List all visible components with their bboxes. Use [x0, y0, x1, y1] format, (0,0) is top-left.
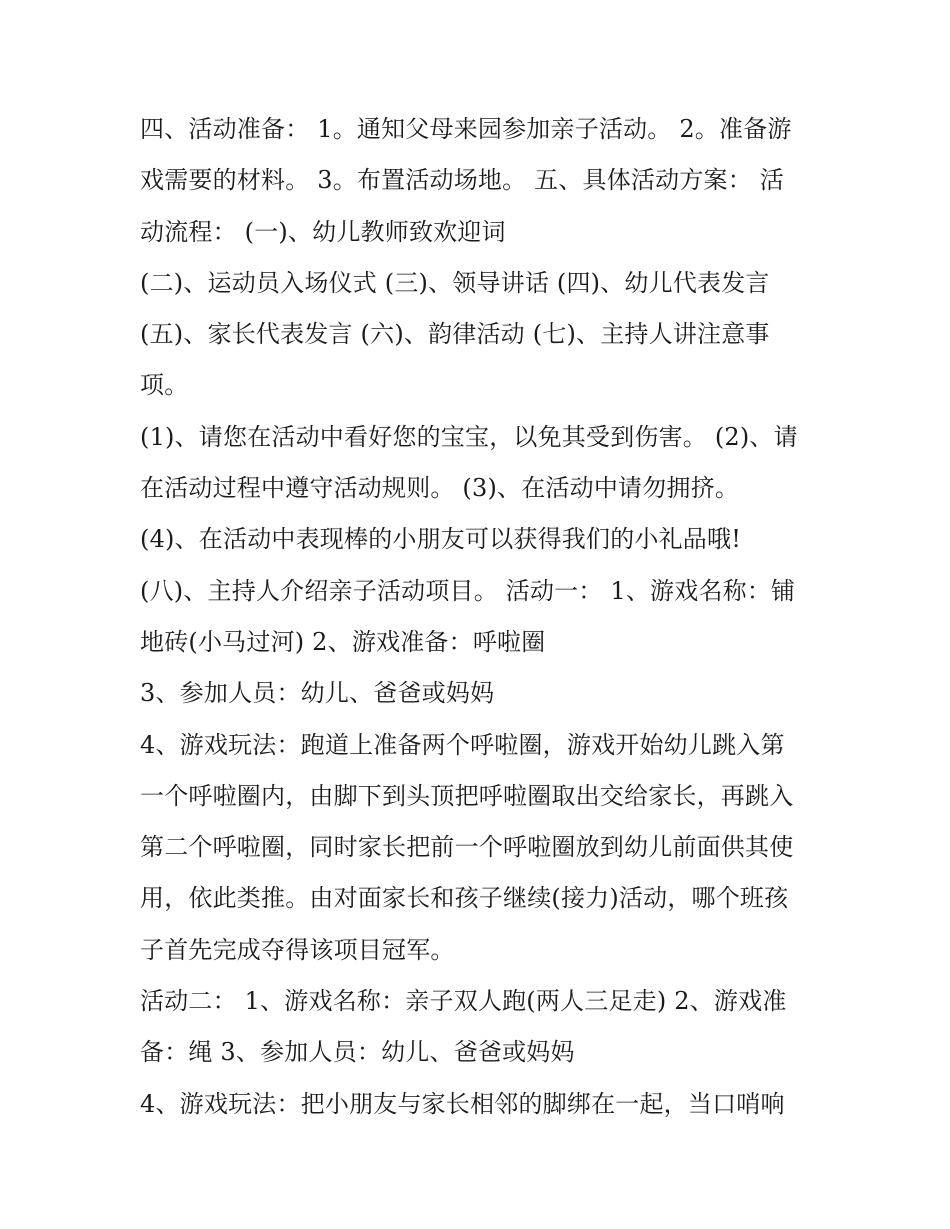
paragraph-ceremony: (二)、运动员入场仪式 (三)、领导讲话 (四)、幼儿代表发言	[140, 268, 770, 297]
paragraph-speeches: (五)、家长代表发言 (六)、韵律活动 (七)、主持人讲注意事 项。	[140, 320, 770, 400]
paragraph-safety-notes: (1)、请您在活动中看好您的宝宝，以免其受到伤害。 (2)、请 在活动过程中遵守活动规则。 (3)、在活动中请勿拥挤。	[140, 422, 798, 503]
paragraph-activity-two-rules: 4、游戏玩法：把小朋友与家长相邻的脚绑在一起，当口哨响	[140, 1089, 785, 1118]
document-body	[140, 104, 820, 1130]
paragraph-activity-one-participants: 3、参加人员：幼儿、爸爸或妈妈	[140, 679, 495, 708]
paragraph-gift-note: (4)、在活动中表现棒的小朋友可以获得我们的小礼品哦!	[140, 525, 742, 554]
paragraph-activity-one-intro: (八)、主持人介绍亲子活动项目。 活动一： 1、游戏名称：铺 地砖(小马过河) 2、游戏准备：呼啦圈	[140, 576, 796, 656]
paragraph-activity-two-intro: 活动二： 1、游戏名称：亲子双人跑(两人三足走) 2、游戏准 备：绳 3、参加人员：幼儿、爸爸或妈妈	[140, 987, 787, 1067]
paragraph-activity-one-rules: 4、游戏玩法：跑道上准备两个呼啦圈，游戏开始幼儿跳入第 一个呼啦圈内，由脚下到头顶把呼啦圈取出交给家长，再跳入 第二个呼啦圈，同时家长把前一个呼啦圈放到幼儿前面供其使 用，依此类推。由对面家长和孩子继续(接力)活动，哪个班孩 子首先完成夺得该项目冠军。	[140, 730, 794, 964]
paragraph-preparation: 四、活动准备： 1。通知父母来园参加亲子活动。 2。准备游 戏需要的材料。 3。布置活动场地。 五、具体活动方案： 活 动流程： (一)、幼儿教师致欢迎词	[140, 115, 792, 246]
